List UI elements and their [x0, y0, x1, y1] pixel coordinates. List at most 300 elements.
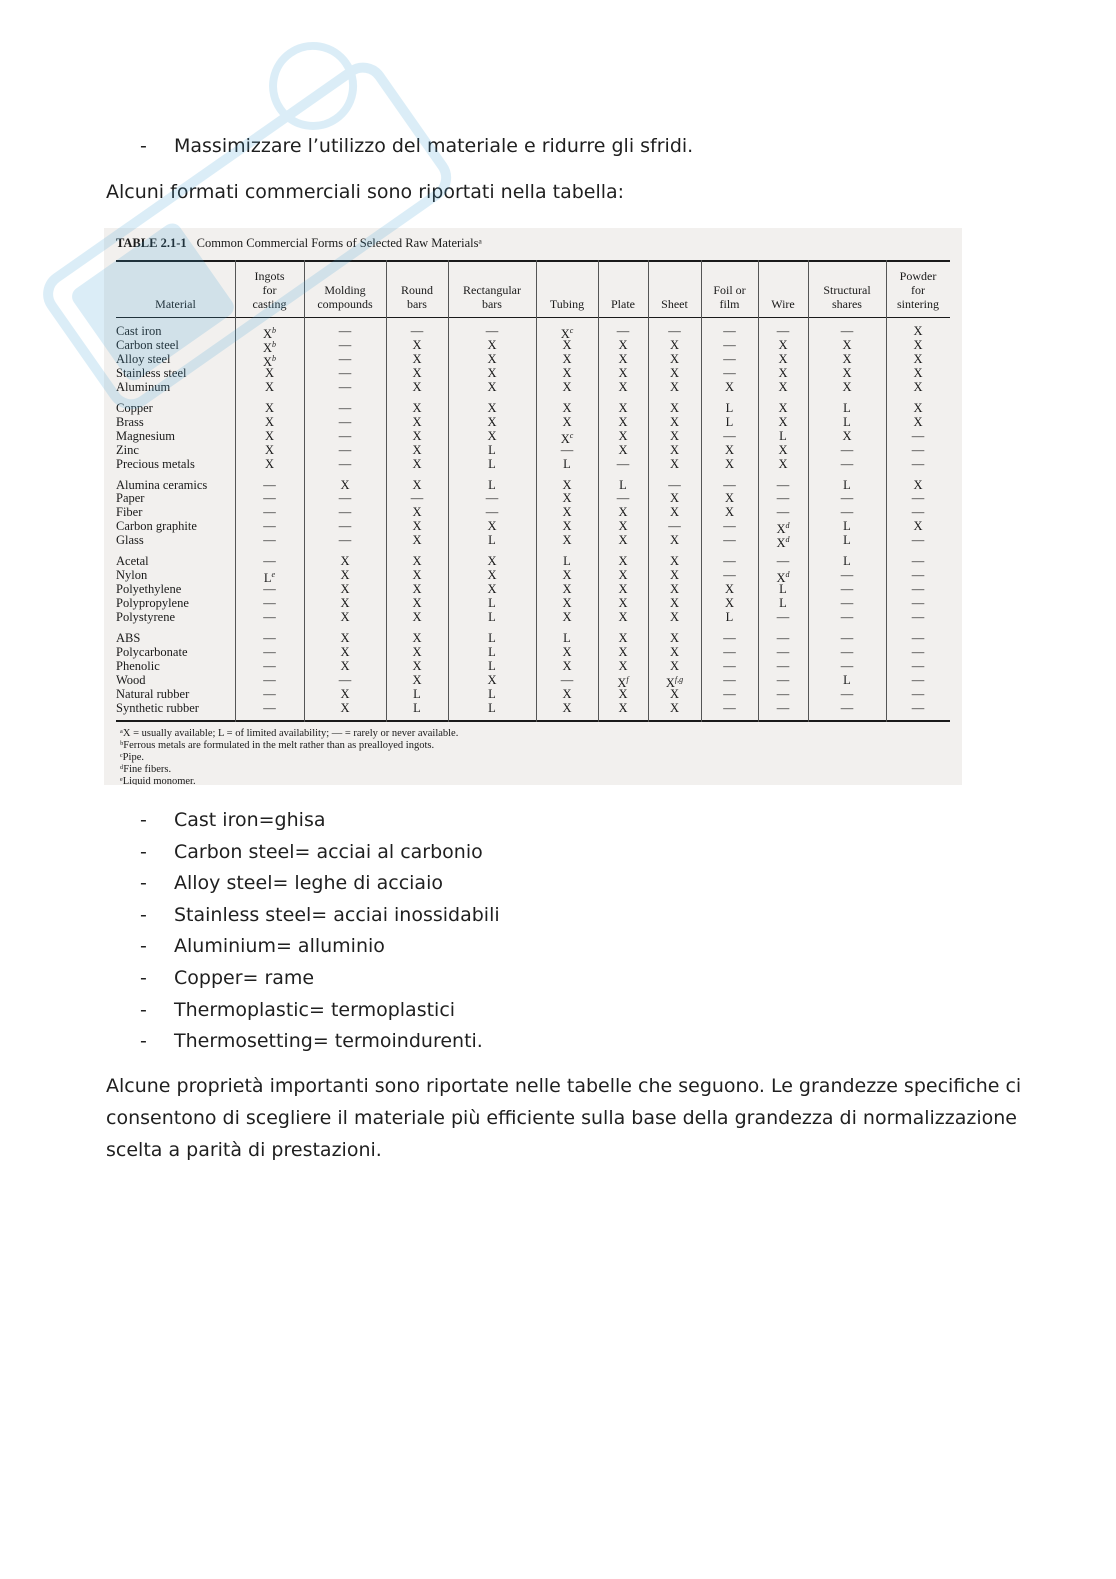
table-cell: X: [412, 672, 422, 687]
table-cell: X: [842, 428, 852, 443]
table-cell: —: [263, 631, 276, 645]
table-cell: —: [338, 442, 352, 457]
table-cell: —: [911, 672, 925, 687]
table-cell: —: [840, 596, 854, 611]
table-cell: —: [263, 477, 276, 492]
table-cell: X: [562, 533, 572, 548]
table-cell: X: [412, 505, 422, 520]
table-material-name: Carbon graphite: [116, 519, 197, 534]
table-cell: X: [669, 644, 680, 659]
table-cell: Le: [263, 570, 276, 586]
table-cell: X: [562, 700, 572, 715]
table-cell: $X^b$: [262, 326, 277, 342]
table-cell: —: [911, 631, 925, 645]
table-bottom-rule: [116, 720, 950, 722]
table-cell: X: [412, 428, 422, 443]
table-cell: X: [487, 365, 497, 380]
table-material-name: Carbon steel: [116, 337, 179, 352]
table-cell: —: [410, 491, 424, 506]
table-cell: X: [669, 596, 680, 611]
table-cell: X: [340, 582, 350, 597]
table-cell: —: [560, 672, 574, 687]
table-material-name: Synthetic rubber: [116, 700, 199, 715]
table-cell: —: [723, 686, 736, 701]
table-cell: X: [669, 533, 680, 548]
table-cell: X: [669, 414, 680, 429]
table-cell: X: [264, 442, 275, 457]
table-cell: X: [669, 658, 680, 673]
table-cell: X: [913, 379, 923, 394]
table-cell: L: [488, 700, 496, 715]
table-header-cell: Wire: [771, 297, 795, 311]
table-cell: X: [562, 519, 572, 534]
table-cell: X: [778, 351, 788, 366]
table-header-cell: Material: [155, 297, 196, 311]
table-cell: —: [616, 456, 630, 471]
table-footnote: ᵉLiquid monomer.: [120, 776, 196, 785]
table-cell: X: [724, 505, 735, 520]
table-cell: X: [618, 400, 628, 415]
table-cell: X: [618, 519, 628, 534]
table-cell: L: [488, 686, 496, 701]
glossary-item: [140, 807, 325, 833]
table-material-name: Fiber: [116, 505, 143, 520]
table-cell: —: [668, 477, 681, 492]
table-cell: X: [412, 400, 422, 415]
table-material-name: Polystyrene: [116, 610, 176, 625]
table-cell: —: [723, 351, 736, 366]
table-cell: X: [669, 456, 680, 471]
table-footnote: ᵃX = usually available; L = of limited availability; — = rarely or never available.: [120, 728, 459, 739]
table-cell: —: [263, 505, 276, 520]
table-material-name: Polyethylene: [116, 582, 182, 597]
table-cell: L: [843, 477, 851, 492]
table-cell: X: [842, 379, 852, 394]
intro-bullet-text: Massimizzare l’utilizzo del materiale e ridurre gli sfridi.: [174, 135, 694, 157]
table-cell: L: [725, 610, 734, 625]
table-cell: X: [724, 442, 735, 457]
table-cell: X: [412, 414, 422, 429]
table-cell: L: [563, 456, 571, 471]
table-cell: L: [488, 477, 496, 492]
glossary-item-text: Cast iron=ghisa: [174, 809, 326, 831]
table-cell: X: [618, 505, 628, 520]
glossary-item: [140, 902, 500, 928]
table-cell: —: [723, 700, 736, 715]
table-cell: X: [562, 686, 572, 701]
table-cell: X: [778, 456, 788, 471]
table-header-cell: Foil or film: [713, 283, 746, 311]
table-cell: —: [911, 610, 925, 625]
table-cell: —: [723, 428, 736, 443]
table-cell: X: [618, 700, 628, 715]
table-material-name: Wood: [116, 672, 146, 687]
table-material-name: Glass: [116, 533, 144, 548]
table-cell: —: [911, 491, 925, 506]
table-cell: X: [669, 442, 680, 457]
table-caption: Common Commercial Forms of Selected Raw Materialsᵃ: [196, 236, 482, 250]
table-cell: —: [263, 554, 276, 569]
table-cell: $X^c$: [560, 430, 574, 446]
intro-paragraph: Alcuni formati commerciali sono riportati nella tabella:: [106, 181, 625, 203]
table-cell: X: [264, 365, 275, 380]
table-header-cell: Molding compounds: [317, 283, 373, 311]
table-cell: —: [723, 519, 736, 534]
table-cell: X: [669, 400, 680, 415]
glossary-item: [140, 839, 483, 865]
table-cell: X: [340, 700, 350, 715]
table-cell: —: [338, 519, 352, 534]
table-cell: X: [913, 477, 923, 492]
table-cell: X: [562, 351, 572, 366]
table-cell: X: [669, 582, 680, 597]
bullet-dash: -: [140, 1030, 147, 1053]
table-cell: —: [485, 505, 499, 520]
table-cell: X: [562, 505, 572, 520]
table-cell: —: [338, 505, 352, 520]
table-cell: X: [669, 610, 680, 625]
table-cell: X: [487, 400, 497, 415]
table-cell: L: [843, 414, 851, 429]
table-cell: —: [338, 400, 352, 415]
bullet-dash: -: [140, 809, 147, 831]
closing-paragraph: Alcune proprietà importanti sono riportate nelle tabelle che seguono. Le grandezze specifiche ci consentono di scegliere il materiale più efficiente sulla base della grandezza di normalizzazione scelta a parità di prestazioni.: [106, 1075, 1022, 1161]
table-cell: —: [776, 672, 790, 687]
table-cell: X: [340, 686, 350, 701]
table-cell: —: [485, 491, 499, 506]
table-material-name: Nylon: [116, 568, 148, 583]
table-cell: —: [840, 568, 854, 583]
table-cell: X: [724, 491, 735, 506]
table-material-name: Paper: [116, 491, 145, 506]
table-cell: X: [340, 644, 350, 659]
table-cell: X: [778, 365, 788, 380]
table-cell: —: [776, 700, 790, 715]
table-cell: —: [338, 428, 352, 443]
table-cell: X: [778, 400, 788, 415]
table-cell: —: [911, 554, 925, 569]
table-cell: —: [338, 324, 352, 338]
table-cell: L: [413, 686, 421, 701]
table-cell: —: [776, 491, 790, 506]
table-cell: —: [668, 324, 681, 338]
table-material-name: Alumina ceramics: [116, 477, 208, 492]
table-cell: L: [779, 428, 787, 443]
table-cell: X: [913, 351, 923, 366]
table-cell: —: [776, 686, 790, 701]
scanned-table-image: [104, 228, 962, 785]
table-cell: L: [488, 658, 496, 673]
table-cell: X: [669, 365, 680, 380]
glossary-item-text: Carbon steel= acciai al carbonio: [174, 840, 483, 863]
table-cell: X: [340, 610, 350, 625]
table-cell: X: [618, 337, 628, 352]
glossary-item: [140, 870, 443, 896]
glossary-item: [140, 997, 455, 1023]
table-header-cell: Tubing: [549, 297, 585, 311]
table-cell: —: [723, 477, 736, 492]
table-cell: X: [412, 533, 422, 548]
table-cell: X: [264, 456, 275, 471]
table-cell: L: [725, 414, 734, 429]
table-cell: —: [263, 672, 276, 687]
table-cell: L: [843, 533, 851, 548]
table-cell: X: [669, 686, 680, 701]
table-cell: X: [618, 686, 628, 701]
table-cell: X: [913, 414, 923, 429]
table-cell: —: [776, 631, 790, 645]
table-cell: X: [412, 596, 422, 611]
table-cell: X: [778, 414, 788, 429]
table-header-cell: Sheet: [661, 297, 688, 311]
table-cell: —: [840, 610, 854, 625]
table-cell: —: [776, 658, 790, 673]
table-cell: $X^b$: [262, 339, 277, 356]
bullet-dash: -: [140, 135, 147, 157]
table-cell: —: [338, 414, 352, 429]
table-cell: L: [843, 400, 851, 415]
table-cell: —: [911, 456, 925, 471]
table-cell: X: [618, 428, 628, 443]
table-cell: X: [340, 658, 350, 673]
table-cell: L: [563, 631, 571, 645]
table-material-name: Brass: [116, 414, 144, 429]
table-cell: —: [911, 658, 925, 673]
table-material-name: Stainless steel: [116, 365, 187, 380]
table-cell: X: [562, 644, 572, 659]
bullet-dash: -: [140, 872, 147, 895]
table-cell: X: [562, 491, 572, 506]
table-cell: X: [724, 582, 735, 597]
table-cell: X: [412, 644, 422, 659]
table-cell: X: [264, 414, 275, 429]
table-cell: —: [840, 442, 854, 457]
table-cell: X: [913, 365, 923, 380]
table-cell: X: [412, 568, 422, 583]
table-cell: X: [412, 610, 422, 625]
table-cell: —: [840, 658, 854, 673]
table-cell: X: [669, 428, 680, 443]
glossary-item-text: Stainless steel= acciai inossidabili: [174, 903, 500, 926]
table-cell: —: [338, 491, 352, 506]
table-cell: X: [842, 351, 852, 366]
table-cell: X: [669, 700, 680, 715]
table-cell: X: [412, 456, 422, 471]
table-header-rule: [116, 317, 950, 318]
table-cell: —: [263, 491, 276, 506]
table-cell: X: [487, 519, 497, 534]
table-cell: X: [618, 442, 628, 457]
table-cell: X: [669, 568, 680, 583]
table-cell: X: [913, 337, 923, 352]
table-cell: X: [618, 568, 628, 583]
table-cell: L: [725, 400, 734, 415]
table-cell: —: [911, 428, 925, 443]
table-cell: —: [338, 456, 352, 471]
table-cell: X: [562, 610, 572, 625]
table-cell: X$^{f,g}$: [665, 674, 684, 690]
table-cell: X: [913, 519, 923, 534]
table-cell: —: [723, 337, 736, 352]
table-cell: —: [840, 324, 854, 338]
table-cell: —: [560, 442, 574, 457]
table-cell: $X^d$: [776, 535, 790, 551]
table-cell: X: [618, 533, 628, 548]
table-header-cell: Round bars: [400, 283, 433, 311]
table-cell: X: [562, 414, 572, 429]
table-cell: —: [840, 505, 854, 520]
table-cell: L: [779, 582, 787, 597]
table-material-name: Polycarbonate: [116, 644, 188, 659]
table-cell: —: [616, 491, 630, 506]
table-cell: —: [840, 700, 854, 715]
table-cell: —: [776, 324, 790, 338]
glossary-item-text: Thermoplastic= termoplastici: [174, 998, 456, 1021]
table-cell: X: [618, 582, 628, 597]
table-cell: X: [669, 351, 680, 366]
table-cell: X: [913, 400, 923, 415]
table-cell: —: [776, 644, 790, 659]
table-material-name: Zinc: [116, 442, 139, 457]
table-cell: —: [338, 365, 352, 380]
table-cell: L: [488, 442, 496, 457]
table-cell: X: [412, 582, 422, 597]
table-cell: L: [488, 631, 496, 645]
table-cell: X: [842, 365, 852, 380]
bullet-dash: -: [140, 998, 147, 1021]
table-cell: X: [669, 631, 680, 645]
table-cell: —: [723, 365, 736, 380]
table-cell: L: [563, 554, 571, 569]
table-label: TABLE 2.1-1: [116, 236, 187, 250]
table-cell: L: [413, 700, 421, 715]
table-cell: X: [340, 554, 350, 569]
table-cell: L: [843, 672, 851, 687]
table-cell: —: [840, 491, 854, 506]
table-cell: X: [724, 456, 735, 471]
table-cell: —: [485, 324, 499, 338]
table-cell: —: [723, 324, 736, 338]
table-cell: $X^b$: [262, 353, 277, 370]
table-cell: —: [776, 610, 790, 625]
table-cell: X: [412, 365, 422, 380]
table-cell: X: [340, 568, 350, 583]
table-cell: X: [562, 365, 572, 380]
table-cell: X: [724, 596, 735, 611]
table-cell: —: [338, 379, 352, 394]
table-material-name: Precious metals: [116, 456, 195, 471]
table-cell: X: [562, 568, 572, 583]
table-cell: —: [911, 533, 925, 548]
table-cell: X: [562, 477, 572, 492]
table-cell: —: [911, 442, 925, 457]
table-cell: —: [911, 505, 925, 520]
table-footnote: ᵇFerrous metals are formulated in the melt rather than as prealloyed ingots.: [120, 740, 435, 751]
bullet-dash: -: [140, 967, 147, 989]
table-cell: —: [263, 700, 276, 715]
table-cell: X: [618, 365, 628, 380]
table-cell: X: [562, 658, 572, 673]
table-cell: L: [779, 596, 787, 611]
table-cell: X: [340, 596, 350, 611]
table-cell: —: [263, 582, 276, 597]
table-material-name: Phenolic: [116, 658, 160, 673]
table-cell: —: [338, 533, 352, 548]
table-cell: X: [340, 477, 350, 492]
table-header-cell: Ingots for casting: [252, 269, 287, 311]
table-footnote: ᶜPipe.: [120, 752, 144, 763]
table-cell: $X^d$: [776, 521, 790, 537]
bullet-dash: -: [140, 840, 147, 863]
table-material-name: Natural rubber: [116, 686, 190, 701]
table-cell: X: [618, 414, 628, 429]
table-cell: $X^d$: [776, 570, 790, 586]
table-cell: X: [913, 324, 923, 338]
table-cell: X: [487, 568, 497, 583]
glossary-item-text: Aluminium= alluminio: [174, 935, 385, 958]
table-cell: X: [487, 351, 497, 366]
table-cell: —: [911, 568, 925, 583]
table-cell: —: [911, 644, 925, 659]
table-cell: X: [264, 400, 275, 415]
table-cell: L: [619, 477, 627, 492]
table-cell: —: [263, 610, 276, 625]
table-cell: X: [487, 379, 497, 394]
table-header-cell: Rectangular bars: [463, 283, 521, 311]
table-cell: X: [412, 658, 422, 673]
table-cell: —: [263, 658, 276, 673]
table-cell: —: [776, 477, 790, 492]
table-cell: L: [488, 533, 496, 548]
table-cell: —: [723, 568, 736, 583]
table-cell: X: [618, 658, 628, 673]
table-cell: X: [412, 477, 422, 492]
table-cell: X: [412, 519, 422, 534]
table-cell: —: [668, 519, 681, 534]
table-cell: X: [487, 428, 497, 443]
table-cell: —: [840, 456, 854, 471]
table-cell: L: [488, 456, 496, 471]
table-cell: —: [911, 596, 925, 611]
table-cell: X: [724, 379, 735, 394]
table-cell: —: [911, 582, 925, 597]
bullet-dash: -: [140, 903, 147, 926]
table-cell: X: [669, 491, 680, 506]
table-cell: X: [562, 400, 572, 415]
table-cell: —: [776, 505, 790, 520]
table-cell: X: [264, 428, 275, 443]
table-cell: —: [911, 700, 925, 715]
table-cell: X: [778, 337, 788, 352]
table-cell: —: [840, 582, 854, 597]
table-material-name: ABS: [116, 631, 141, 645]
bullet-dash: -: [140, 935, 147, 958]
glossary-item-text: Alloy steel= leghe di acciaio: [174, 872, 443, 895]
table-cell: X: [618, 596, 628, 611]
table-cell: X: [618, 351, 628, 366]
table-cell: X: [412, 351, 422, 366]
table-cell: X: [412, 554, 422, 569]
table-cell: —: [723, 631, 736, 645]
table-cell: X: [618, 610, 628, 625]
table-cell: —: [840, 631, 854, 645]
table-material-name: Acetal: [116, 554, 149, 569]
table-cell: —: [263, 533, 276, 548]
table-cell: —: [616, 324, 630, 338]
table-cell: $X^c$: [560, 326, 574, 342]
table-cell: —: [263, 644, 276, 659]
glossary-item-text: Thermosetting= termoindurenti.: [174, 1030, 483, 1053]
